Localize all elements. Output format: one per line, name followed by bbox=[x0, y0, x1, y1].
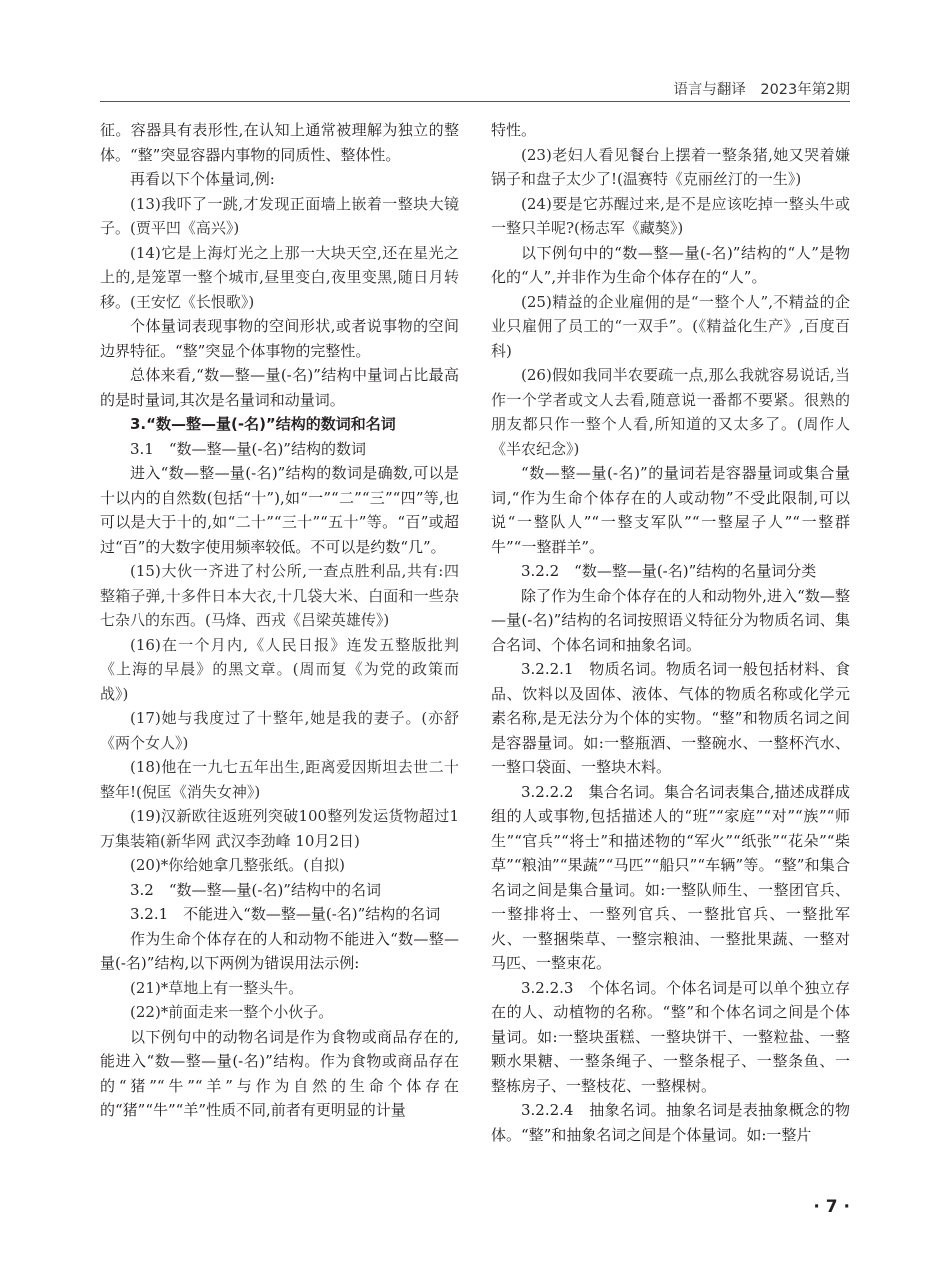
header-rule bbox=[100, 101, 850, 102]
example-sentence: (24)要是它苏醒过来,是不是应该吃掉一整头牛或一整只羊呢?(杨志军《藏獒》) bbox=[491, 194, 850, 237]
example-sentence: (23)老妇人看见餐台上摆着一整条猪,她又哭着嫌锅子和盘子太少了!(温赛特《克丽丝汀的一生》) bbox=[491, 145, 850, 188]
paragraph: 个体量词表现事物的空间形状,或者说事物的空间边界特征。“整”突显个体事物的完整性。 bbox=[100, 317, 459, 360]
example-sentence: (22)*前面走来一整个小伙子。 bbox=[130, 1003, 334, 1021]
paragraph: 作为生命个体存在的人和动物不能进入“数—整—量(-名)”结构,以下两例为错误用法示例: bbox=[100, 929, 459, 972]
example-sentence: (14)它是上海灯光之上那一大块天空,还在星光之上的,是笼罩一整个城市,昼里变白,夜里变黑,随日月转移。(王安忆《长恨歌》) bbox=[100, 243, 459, 311]
paragraph: 进入“数—整—量(-名)”结构的数词是确数,可以是十以内的自然数(包括“十”),如“一”“二”“三”“四”等,也可以是大于十的,如“二十”“三十”“五十”等。“百”或超过“百”的大数字使用频率较低。不可以是约数“几”。 bbox=[100, 464, 459, 556]
example-sentence: (26)假如我同半农要疏一点,那么我就容易说话,当作一个学者或文人去看,随意说一番都不要紧。很熟的朋友都只作一整个人看,所知道的又太多了。(周作人《半农纪念》) bbox=[491, 366, 850, 458]
paragraph: 3.2.2 “数—整—量(-名)”结构的名量词分类 bbox=[521, 562, 817, 580]
example-sentence: (25)精益的企业雇佣的是“一整个人”,不精益的企业只雇佣了员工的“一双手”。(《精益化生产》,百度百科) bbox=[491, 292, 850, 360]
paragraph: 再看以下个体量词,例: bbox=[130, 170, 275, 188]
right-column bbox=[491, 118, 850, 1147]
paragraph: 3.2.2.4 抽象名词。抽象名词是表抽象概念的物体。“整”和抽象名词之间是个体量词。如:一整片 bbox=[491, 1101, 850, 1144]
example-sentence: (16)在一个月内,《人民日报》连发五整版批判《上海的早晨》的黑文章。(周而复《为党的政策而战》) bbox=[100, 635, 459, 703]
left-column bbox=[100, 118, 459, 1123]
running-header: 语言与翻译 2023年第2期 bbox=[673, 82, 850, 98]
paragraph: 特性。 bbox=[491, 121, 537, 139]
paragraph: 3.2 “数—整—量(-名)”结构中的名词 bbox=[130, 880, 381, 899]
paragraph: 3.2.2.2 集合名词。集合名词表集合,描述成群成组的人或事物,包括描述人的“班”“家庭”“对”“族”“师生”“官兵”“将士”和描述物的“军火”“纸张”“花朵”“柴草”“粮油”“果蔬”“马匹”“船只”“车辆”等。“整”和集合名词之间是集合量词。如:一整队师生、一整团官兵、一整排将士、一整列官兵、一整批官兵、一整批军火、一整捆柴草、一整宗粮油、一整批果蔬、一整对马匹、一整束花。 bbox=[491, 782, 850, 972]
paragraph: 3.2.2.3 个体名词。个体名词是可以单个独立存在的人、动植物的名称。“整”和个体名词之间是个体量词。如:一整块蛋糕、一整块饼干、一整粒盐、一整颗水果糖、一整条绳子、一整条棍子、一整条鱼、一整栋房子、一整枝花、一整棵树。 bbox=[491, 978, 850, 1095]
paragraph: 征。容器具有表形性,在认知上通常被理解为独立的整体。“整”突显容器内事物的同质性、整体性。 bbox=[100, 121, 459, 164]
section-heading: 3.“数—整—量(-名)”结构的数词和名词 bbox=[130, 415, 396, 433]
paragraph: 3.2.2.1 物质名词。物质名词一般包括材料、食品、饮料以及固体、液体、气体的物质名称或化学元素名称,是无法分为个体的实物。“整”和物质名词之间是容器量词。如:一整瓶酒、一整碗水、一整杯汽水、一整口袋面、一整块木料。 bbox=[491, 660, 850, 776]
example-sentence: (20)*你给她拿几整张纸。(自拟) bbox=[130, 856, 345, 874]
paragraph: 除了作为生命个体存在的人和动物外,进入“数—整—量(-名)”结构的名词按照语义特征分为物质名词、集合名词、个体名词和抽象名词。 bbox=[491, 586, 850, 654]
paragraph: 总体来看,“数—整—量(-名)”结构中量词占比最高的是时量词,其次是名量词和动量词。 bbox=[100, 366, 459, 409]
paragraph: 3.1 “数—整—量(-名)”结构的数词 bbox=[130, 439, 366, 458]
paragraph: “数—整—量(-名)”的量词若是容器量词或集合量词,“作为生命个体存在的人或动物”不受此限制,可以说“一整队人”“一整支军队”“一整屋子人”“一整群牛”“一整群羊”。 bbox=[491, 464, 850, 556]
example-sentence: (17)她与我度过了十整年,她是我的妻子。(亦舒《两个女人》) bbox=[100, 709, 459, 752]
example-sentence: (18)他在一九七五年出生,距离爱因斯坦去世二十整年!(倪匡《消失女神》) bbox=[100, 758, 459, 801]
example-sentence: (19)汉新欧往返班列突破100整列发运货物超过1万集装箱(新华网 武汉李劲峰 10月2日) bbox=[100, 807, 459, 850]
paragraph: 以下例句中的“数—整—量(-名)”结构的“人”是物化的“人”,并非作为生命个体存在的“人”。 bbox=[491, 243, 850, 286]
page-number: · 7 · bbox=[813, 1197, 850, 1217]
paragraph: 以下例句中的动物名词是作为食物或商品存在的,能进入“数—整—量(-名)”结构。作为食物或商品存在的“猪”“牛”“羊”与作为自然的生命个体存在的“猪”“牛”“羊”性质不同,前者有更明显的计量 bbox=[100, 1027, 459, 1119]
example-sentence: (15)大伙一齐进了村公所,一查点胜利品,共有:四整箱子弹,十多件日本大衣,十几袋大米、白面和一些杂七杂八的东西。(马烽、西戎《吕梁英雄传》) bbox=[100, 562, 459, 629]
example-sentence: (21)*草地上有一整头牛。 bbox=[130, 978, 304, 997]
paragraph: 3.2.1 不能进入“数—整—量(-名)”结构的名词 bbox=[130, 905, 441, 923]
example-sentence: (13)我吓了一跳,才发现正面墙上嵌着一整块大镜子。(贾平凹《高兴》) bbox=[100, 194, 459, 237]
